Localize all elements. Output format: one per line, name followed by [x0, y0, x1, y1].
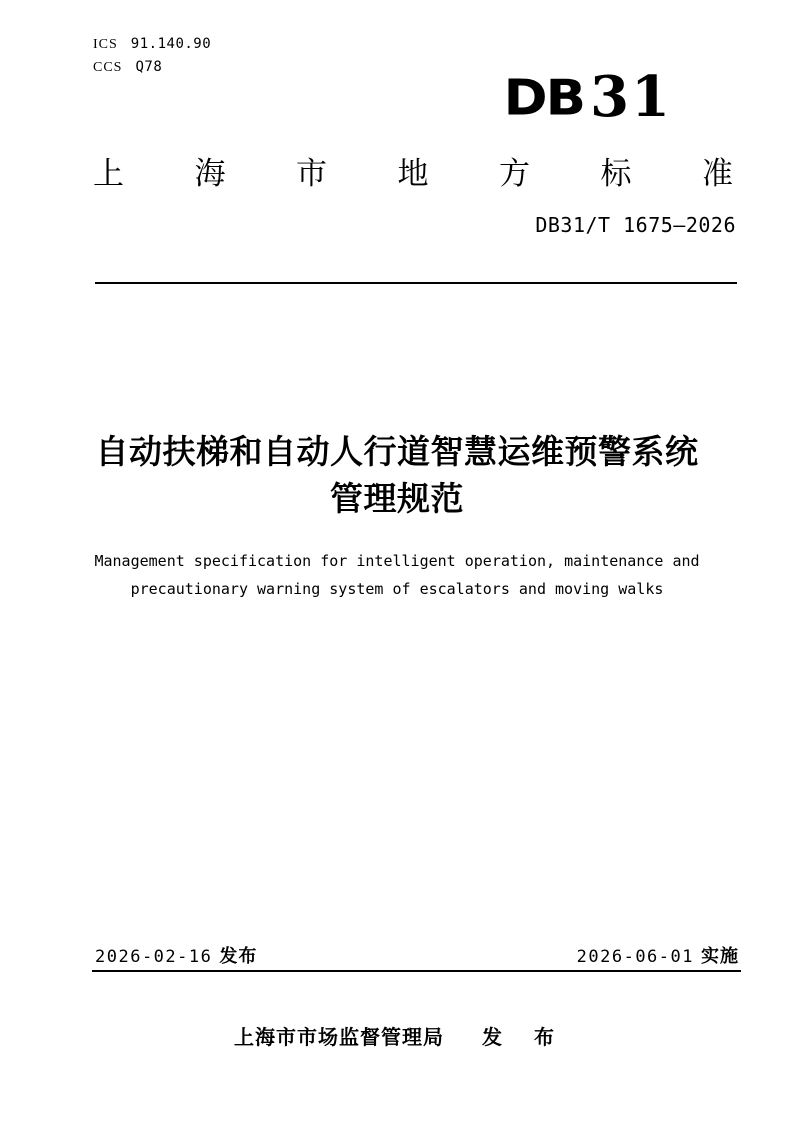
publish-action-label: 发 布: [482, 1025, 560, 1049]
document-title-line2: 管理规范: [330, 479, 464, 518]
ccs-code-line: [93, 59, 162, 76]
issue-date: 2026-02-16: [95, 947, 213, 967]
dates-row: [95, 942, 739, 968]
ics-label: ICS: [93, 37, 118, 52]
publisher-row: [0, 1021, 794, 1050]
ccs-label: CCS: [93, 60, 123, 75]
ccs-value: Q78: [135, 59, 163, 75]
issue-date-item: [95, 942, 257, 968]
logo-region-number: 31: [590, 64, 672, 130]
implementation-date: 2026-06-01: [576, 947, 694, 967]
header-divider-rule: [95, 282, 737, 284]
document-title-line1: 自动扶梯和自动人行道智慧运维预警系统: [95, 432, 699, 471]
logo-db-prefix: DB: [503, 70, 585, 127]
footer-divider-rule: [92, 970, 741, 972]
document-title: [0, 428, 794, 522]
db31-logo: [503, 64, 672, 130]
ics-value: 91.140.90: [130, 36, 212, 52]
issue-label: 发布: [219, 946, 258, 967]
english-title-line2: precautionary warning system of escalators and moving walks: [130, 580, 664, 598]
standard-type-heading: 上 海 市 地 方 标 准: [93, 156, 733, 192]
document-english-title: [0, 547, 794, 603]
implementation-date-item: [577, 942, 739, 968]
ics-code-line: [93, 36, 211, 53]
publisher-name: 上海市市场监督管理局: [234, 1025, 444, 1049]
english-title-line1: Management specification for intelligent operation, maintenance and: [94, 552, 700, 570]
standard-number: DB31/T 1675—2026: [535, 213, 736, 237]
implementation-label: 实施: [701, 946, 739, 967]
